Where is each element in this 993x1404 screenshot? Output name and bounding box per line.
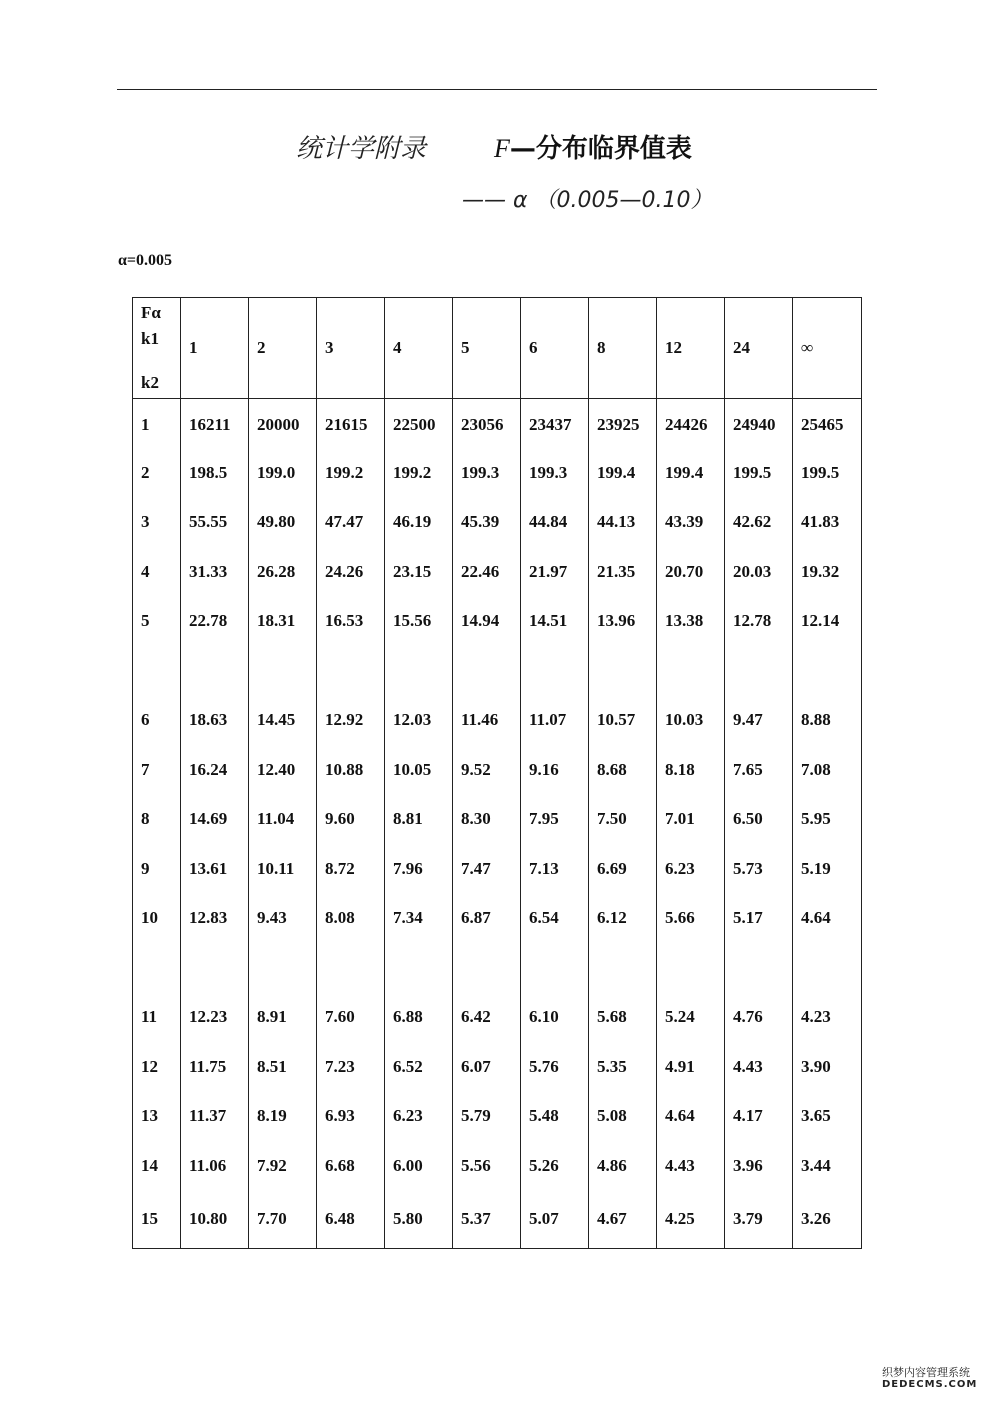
table-cell: 199.3	[521, 448, 589, 498]
table-cell: 7.08	[793, 745, 862, 795]
watermark-line2: DEDECMS.COM	[882, 1379, 978, 1391]
table-cell: 10.88	[317, 745, 385, 795]
subtitle: —— α （0.005—0.10）	[462, 188, 713, 213]
table-cell: 23056	[453, 399, 521, 449]
spacer-row	[133, 646, 862, 696]
table-cell: 8.72	[317, 844, 385, 894]
table-cell: 3.26	[793, 1191, 862, 1249]
table-cell: 20.70	[657, 547, 725, 597]
spacer-cell	[725, 646, 793, 696]
corner-cell	[133, 298, 181, 399]
table-cell: 4.64	[793, 894, 862, 944]
table-cell: 12.92	[317, 696, 385, 746]
column-header: 24	[725, 298, 793, 399]
spacer-cell	[249, 943, 317, 993]
column-header: 4	[385, 298, 453, 399]
table-cell: 7.47	[453, 844, 521, 894]
spacer-cell	[181, 943, 249, 993]
table-cell: 6.07	[453, 1042, 521, 1092]
spacer-cell	[317, 943, 385, 993]
table-cell: 11.04	[249, 795, 317, 845]
column-header: 3	[317, 298, 385, 399]
spacer-cell	[657, 943, 725, 993]
table-row	[133, 1191, 862, 1249]
table-row	[133, 1042, 862, 1092]
table-cell: 3.44	[793, 1141, 862, 1191]
table-cell: 6.87	[453, 894, 521, 944]
table-cell: 8.68	[589, 745, 657, 795]
table-cell: 3.79	[725, 1191, 793, 1249]
table-cell: 7.92	[249, 1141, 317, 1191]
spacer-cell	[793, 943, 862, 993]
table-cell: 14.94	[453, 597, 521, 647]
table-cell: 20000	[249, 399, 317, 449]
table-cell: 4.43	[657, 1141, 725, 1191]
column-header: 2	[249, 298, 317, 399]
corner-k2: k2	[141, 372, 159, 392]
row-k2-cell: 8	[133, 795, 181, 845]
table-cell: 199.4	[657, 448, 725, 498]
title-left: 统计学附录	[296, 134, 427, 164]
table-cell: 6.48	[317, 1191, 385, 1249]
table-cell: 12.83	[181, 894, 249, 944]
table-cell: 5.19	[793, 844, 862, 894]
table-cell: 6.10	[521, 993, 589, 1043]
table-cell: 4.64	[657, 1092, 725, 1142]
spacer-cell	[133, 943, 181, 993]
table-row	[133, 1141, 862, 1191]
row-k2-cell: 2	[133, 448, 181, 498]
spacer-cell	[725, 943, 793, 993]
row-k2-cell: 12	[133, 1042, 181, 1092]
table-cell: 4.17	[725, 1092, 793, 1142]
table-cell: 10.03	[657, 696, 725, 746]
page-title	[0, 128, 993, 168]
table-cell: 14.69	[181, 795, 249, 845]
table-cell: 7.96	[385, 844, 453, 894]
corner-f-alpha: Fα	[141, 302, 161, 322]
table-cell: 5.17	[725, 894, 793, 944]
table-cell: 7.23	[317, 1042, 385, 1092]
table-row	[133, 894, 862, 944]
table-cell: 8.51	[249, 1042, 317, 1092]
table-row	[133, 696, 862, 746]
table-cell: 23.15	[385, 547, 453, 597]
table-cell: 13.96	[589, 597, 657, 647]
table-cell: 13.38	[657, 597, 725, 647]
table-cell: 6.42	[453, 993, 521, 1043]
table-cell: 6.12	[589, 894, 657, 944]
table-cell: 12.03	[385, 696, 453, 746]
table-cell: 47.47	[317, 498, 385, 548]
table-cell: 3.90	[793, 1042, 862, 1092]
watermark	[882, 1366, 977, 1391]
table-cell: 44.13	[589, 498, 657, 548]
table-cell: 5.68	[589, 993, 657, 1043]
table-cell: 11.46	[453, 696, 521, 746]
spacer-cell	[793, 646, 862, 696]
table-cell: 5.07	[521, 1191, 589, 1249]
table-cell: 4.86	[589, 1141, 657, 1191]
row-k2-cell: 9	[133, 844, 181, 894]
spacer-cell	[453, 943, 521, 993]
table-cell: 45.39	[453, 498, 521, 548]
table-cell: 22.46	[453, 547, 521, 597]
row-k2-cell: 13	[133, 1092, 181, 1142]
row-k2-cell: 10	[133, 894, 181, 944]
table-row	[133, 745, 862, 795]
table-cell: 21.35	[589, 547, 657, 597]
table-cell: 5.80	[385, 1191, 453, 1249]
table-cell: 12.40	[249, 745, 317, 795]
table-row	[133, 547, 862, 597]
row-k2-cell: 7	[133, 745, 181, 795]
table-row	[133, 993, 862, 1043]
table-cell: 5.48	[521, 1092, 589, 1142]
table-cell: 5.73	[725, 844, 793, 894]
table-cell: 10.80	[181, 1191, 249, 1249]
table-row	[133, 1092, 862, 1142]
spacer-cell	[521, 943, 589, 993]
table-cell: 7.70	[249, 1191, 317, 1249]
table-cell: 23437	[521, 399, 589, 449]
spacer-cell	[589, 943, 657, 993]
row-k2-cell: 6	[133, 696, 181, 746]
table-cell: 5.79	[453, 1092, 521, 1142]
table-cell: 4.67	[589, 1191, 657, 1249]
column-header: 8	[589, 298, 657, 399]
table-cell: 16211	[181, 399, 249, 449]
table-cell: 9.52	[453, 745, 521, 795]
table-cell: 23925	[589, 399, 657, 449]
table-cell: 46.19	[385, 498, 453, 548]
column-header: 1	[181, 298, 249, 399]
table-cell: 6.23	[657, 844, 725, 894]
table-cell: 6.88	[385, 993, 453, 1043]
table-row	[133, 399, 862, 449]
table-cell: 8.91	[249, 993, 317, 1043]
table-cell: 199.2	[317, 448, 385, 498]
spacer-cell	[385, 943, 453, 993]
table-cell: 24940	[725, 399, 793, 449]
row-k2-cell: 11	[133, 993, 181, 1043]
table-cell: 5.08	[589, 1092, 657, 1142]
table-cell: 15.56	[385, 597, 453, 647]
header-rule	[117, 89, 877, 90]
column-header: 5	[453, 298, 521, 399]
table-cell: 8.08	[317, 894, 385, 944]
table-cell: 199.5	[725, 448, 793, 498]
table-cell: 4.25	[657, 1191, 725, 1249]
table-cell: 19.32	[793, 547, 862, 597]
table-cell: 8.88	[793, 696, 862, 746]
table-row	[133, 597, 862, 647]
table-cell: 9.16	[521, 745, 589, 795]
table-cell: 41.83	[793, 498, 862, 548]
table-cell: 10.11	[249, 844, 317, 894]
table-cell: 5.56	[453, 1141, 521, 1191]
table-cell: 11.37	[181, 1092, 249, 1142]
table-row	[133, 498, 862, 548]
spacer-cell	[453, 646, 521, 696]
table-cell: 6.00	[385, 1141, 453, 1191]
spacer-cell	[385, 646, 453, 696]
table-cell: 8.19	[249, 1092, 317, 1142]
table-cell: 9.60	[317, 795, 385, 845]
spacer-cell	[657, 646, 725, 696]
row-k2-cell: 5	[133, 597, 181, 647]
column-header: 6	[521, 298, 589, 399]
title-right-text: —分布临界值表	[509, 134, 692, 164]
row-k2-cell: 1	[133, 399, 181, 449]
watermark-line1: 织梦内容管理系统	[882, 1366, 970, 1379]
spacer-cell	[181, 646, 249, 696]
table-cell: 4.43	[725, 1042, 793, 1092]
table-cell: 6.69	[589, 844, 657, 894]
table-cell: 8.18	[657, 745, 725, 795]
table-cell: 12.23	[181, 993, 249, 1043]
table-cell: 6.68	[317, 1141, 385, 1191]
table-cell: 21.97	[521, 547, 589, 597]
corner-k1: k1	[141, 329, 159, 349]
table-cell: 8.81	[385, 795, 453, 845]
column-header: 12	[657, 298, 725, 399]
table-header-row	[133, 298, 862, 399]
table-cell: 5.76	[521, 1042, 589, 1092]
spacer-cell	[317, 646, 385, 696]
table-cell: 3.96	[725, 1141, 793, 1191]
table-cell: 18.63	[181, 696, 249, 746]
table-cell: 49.80	[249, 498, 317, 548]
table-cell: 21615	[317, 399, 385, 449]
table-cell: 6.93	[317, 1092, 385, 1142]
title-right	[494, 128, 692, 165]
table-cell: 199.2	[385, 448, 453, 498]
f-distribution-table	[132, 297, 862, 1249]
table-cell: 9.47	[725, 696, 793, 746]
row-k2-cell: 4	[133, 547, 181, 597]
table-row	[133, 844, 862, 894]
table-cell: 8.30	[453, 795, 521, 845]
spacer-cell	[249, 646, 317, 696]
table-cell: 198.5	[181, 448, 249, 498]
table-cell: 5.95	[793, 795, 862, 845]
table-cell: 43.39	[657, 498, 725, 548]
table-cell: 7.34	[385, 894, 453, 944]
table-cell: 12.78	[725, 597, 793, 647]
table-cell: 20.03	[725, 547, 793, 597]
table-cell: 24.26	[317, 547, 385, 597]
table-cell: 7.13	[521, 844, 589, 894]
table-cell: 5.24	[657, 993, 725, 1043]
table-cell: 5.26	[521, 1141, 589, 1191]
table-cell: 31.33	[181, 547, 249, 597]
table-cell: 4.91	[657, 1042, 725, 1092]
column-header: ∞	[793, 298, 862, 399]
table-cell: 26.28	[249, 547, 317, 597]
row-k2-cell: 15	[133, 1191, 181, 1249]
spacer-row	[133, 943, 862, 993]
table-cell: 6.54	[521, 894, 589, 944]
table-cell: 6.52	[385, 1042, 453, 1092]
table-cell: 24426	[657, 399, 725, 449]
table-cell: 10.05	[385, 745, 453, 795]
row-k2-cell: 14	[133, 1141, 181, 1191]
table-row	[133, 795, 862, 845]
table-cell: 199.4	[589, 448, 657, 498]
alpha-label: α=0.005	[118, 252, 173, 269]
spacer-cell	[521, 646, 589, 696]
table-cell: 55.55	[181, 498, 249, 548]
table-cell: 12.14	[793, 597, 862, 647]
table-cell: 42.62	[725, 498, 793, 548]
table-cell: 199.0	[249, 448, 317, 498]
table-cell: 16.24	[181, 745, 249, 795]
table-cell: 14.51	[521, 597, 589, 647]
table-cell: 22500	[385, 399, 453, 449]
table-cell: 7.65	[725, 745, 793, 795]
spacer-cell	[133, 646, 181, 696]
table-cell: 13.61	[181, 844, 249, 894]
table-cell: 11.06	[181, 1141, 249, 1191]
table-cell: 4.76	[725, 993, 793, 1043]
table-cell: 11.07	[521, 696, 589, 746]
table-cell: 7.01	[657, 795, 725, 845]
table-cell: 9.43	[249, 894, 317, 944]
table-row	[133, 448, 862, 498]
table-cell: 22.78	[181, 597, 249, 647]
table-cell: 3.65	[793, 1092, 862, 1142]
table-cell: 44.84	[521, 498, 589, 548]
table-cell: 16.53	[317, 597, 385, 647]
table-cell: 5.35	[589, 1042, 657, 1092]
table-cell: 5.37	[453, 1191, 521, 1249]
table-cell: 14.45	[249, 696, 317, 746]
table-cell: 199.5	[793, 448, 862, 498]
spacer-cell	[589, 646, 657, 696]
table-cell: 4.23	[793, 993, 862, 1043]
table-cell: 5.66	[657, 894, 725, 944]
table-cell: 18.31	[249, 597, 317, 647]
table-cell: 7.50	[589, 795, 657, 845]
table-cell: 11.75	[181, 1042, 249, 1092]
table-cell: 6.23	[385, 1092, 453, 1142]
table-cell: 199.3	[453, 448, 521, 498]
table-cell: 7.60	[317, 993, 385, 1043]
row-k2-cell: 3	[133, 498, 181, 548]
title-f-symbol: F	[494, 134, 510, 163]
table-cell: 7.95	[521, 795, 589, 845]
table-cell: 10.57	[589, 696, 657, 746]
table-cell: 6.50	[725, 795, 793, 845]
table-cell: 25465	[793, 399, 862, 449]
